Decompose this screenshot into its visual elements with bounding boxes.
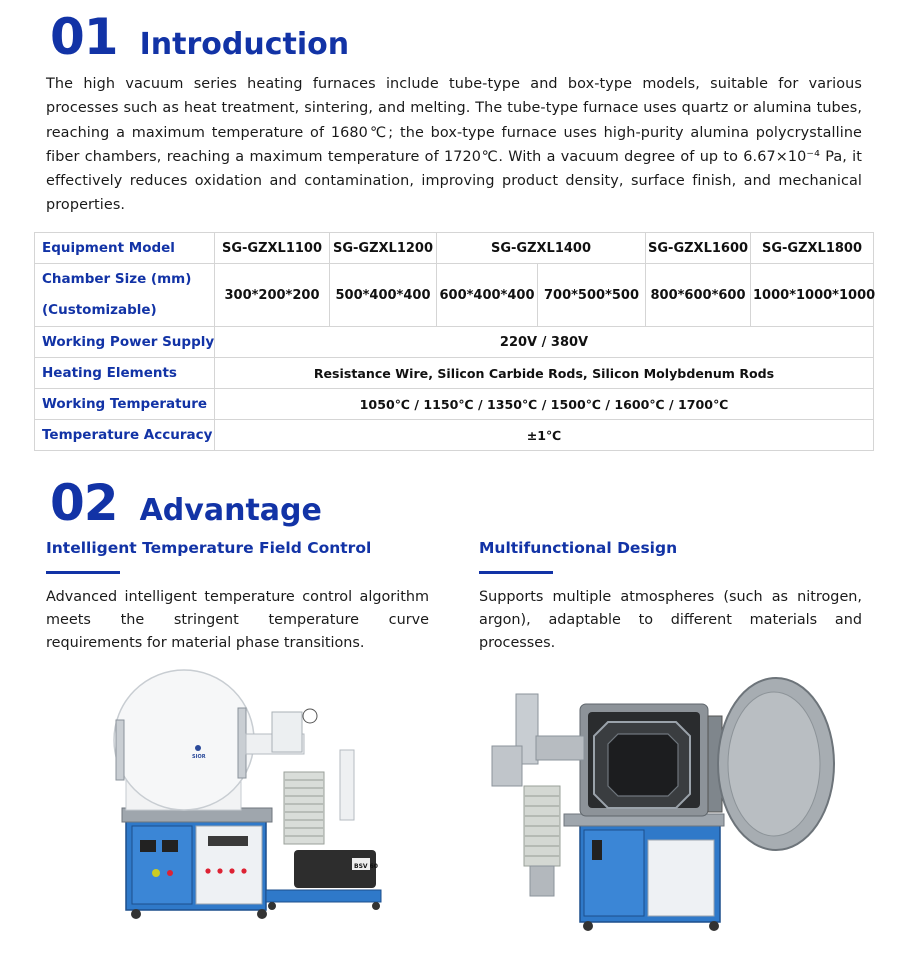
advantage-title: Multifunctional Design — [479, 539, 678, 557]
advantage-heading — [50, 474, 322, 532]
advantage-text: Supports multiple atmospheres (such as nitrogen, argon), adaptable to different materials and processes. — [479, 589, 862, 651]
size-cell: 500*400*400 — [330, 264, 437, 327]
table-row — [35, 264, 874, 327]
row-label-line: Chamber Size (mm) — [42, 271, 192, 287]
row-label: Equipment Model — [35, 233, 215, 264]
model-cell: SG-GZXL1200 — [330, 233, 437, 264]
spec-table — [34, 232, 874, 451]
model-cell: SG-GZXL1100 — [215, 233, 330, 264]
advantage-card-left — [46, 538, 429, 655]
advantage-title: Intelligent Temperature Field Control — [46, 539, 372, 557]
row-label-line: (Customizable) — [42, 302, 157, 318]
advantage-card-right — [479, 538, 862, 655]
value-cell: ±1℃ — [215, 420, 874, 451]
value-cell: Resistance Wire, Silicon Carbide Rods, Silicon Molybdenum Rods — [215, 358, 874, 389]
furnace-brand-label: SIOR — [192, 754, 206, 760]
row-label: Heating Elements — [35, 358, 215, 389]
section-title: Advantage — [139, 493, 322, 528]
size-cell: 800*600*600 — [646, 264, 751, 327]
intro-paragraph: The high vacuum series heating furnaces include tube-type and box-type models, suitable for various processes such as heat treatment, sintering, and melting. The tube-type furnace uses quartz or alumina tubes, reaching a maximum temperature of 1680℃; the box-type furnace uses high-purity alumina polycrystalline fiber chambers, reaching a maximum temperature of 1720℃. With a vacuum degree of up to 6.67×10⁻⁴ Pa, it effectively reduces oxidation and contamination, improving product density, surface finish, and mechanical properties. — [46, 76, 862, 214]
furnace-photo-open — [484, 676, 844, 938]
model-cell: SG-GZXL1600 — [646, 233, 751, 264]
pump-label: BSV 60 — [354, 863, 378, 870]
value-cell: 1050℃ / 1150℃ / 1350℃ / 1500℃ / 1600℃ / 1700℃ — [215, 389, 874, 420]
size-cell: 1000*1000*1000 — [751, 264, 874, 327]
section-title: Introduction — [139, 27, 350, 62]
model-cell: SG-GZXL1400 — [437, 233, 646, 264]
furnace-photo-closed — [96, 668, 396, 930]
title-underline — [46, 571, 120, 574]
table-row — [35, 233, 874, 264]
size-cell: 300*200*200 — [215, 264, 330, 327]
row-label: Working Temperature — [35, 389, 215, 420]
table-row — [35, 358, 874, 389]
title-underline — [479, 571, 553, 574]
table-row — [35, 420, 874, 451]
table-row — [35, 327, 874, 358]
section-number: 01 — [50, 8, 118, 66]
row-label — [35, 264, 215, 327]
model-cell: SG-GZXL1800 — [751, 233, 874, 264]
row-label: Temperature Accuracy — [35, 420, 215, 451]
row-label: Working Power Supply — [35, 327, 215, 358]
size-cell: 700*500*500 — [538, 264, 646, 327]
advantage-text: Advanced intelligent temperature control algorithm meets the stringent temperature curve requirements for material phase transitions. — [46, 589, 429, 651]
table-row — [35, 389, 874, 420]
size-cell: 600*400*400 — [437, 264, 538, 327]
section-number: 02 — [50, 474, 118, 532]
intro-heading — [50, 8, 350, 66]
value-cell: 220V / 380V — [215, 327, 874, 358]
